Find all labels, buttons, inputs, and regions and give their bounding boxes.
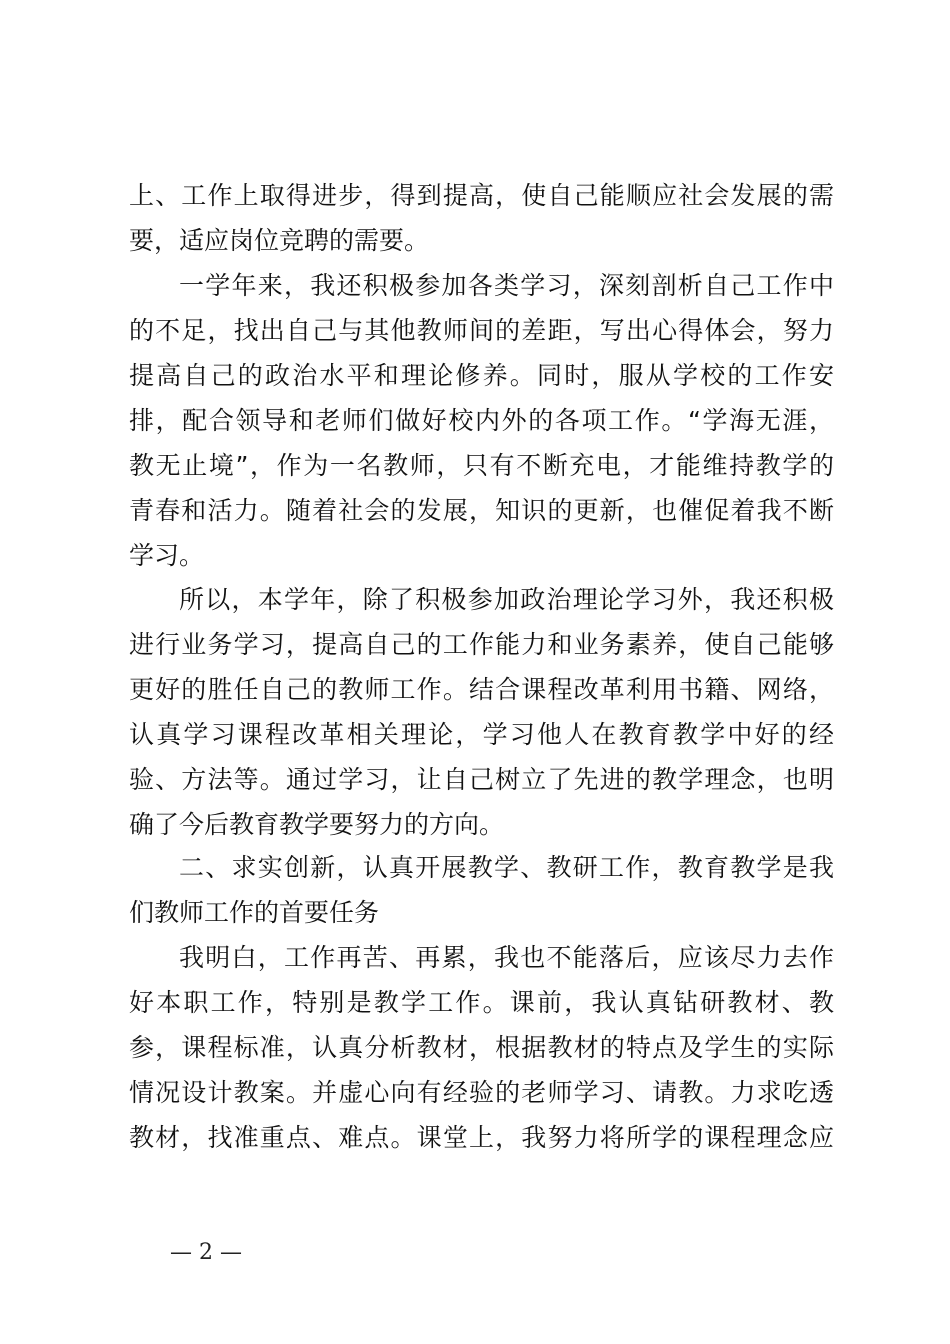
section-heading-line: 二、求实创新，认真开展教学、教研工作，教育教学是我	[179, 853, 834, 882]
body-text-line: 认真学习课程改革相关理论，学习他人在教育教学中好的经	[129, 720, 834, 749]
body-text-line: 所以，本学年，除了积极参加政治理论学习外，我还积极	[179, 585, 834, 614]
body-text-line: 好本职工作，特别是教学工作。课前，我认真钻研教材、教	[129, 988, 834, 1017]
body-text-line: 学习。	[129, 541, 205, 570]
body-text-line: 情况设计教案。并虚心向有经验的老师学习、请教。力求吃透	[129, 1078, 834, 1107]
body-text-line: 一学年来，我还积极参加各类学习，深刻剖析自己工作中	[179, 271, 834, 300]
body-text-line: 更好的胜任自己的教师工作。结合课程改革利用书籍、网络，	[129, 675, 834, 704]
body-text-line: 的不足，找出自己与其他教师间的差距，写出心得体会，努力	[129, 316, 834, 345]
section-heading-line: 们教师工作的首要任务	[129, 898, 380, 927]
body-text-line: 排，配合领导和老师们做好校内外的各项工作。“学海无涯，	[129, 406, 834, 435]
body-text-line: 进行业务学习，提高自己的工作能力和业务素养，使自己能够	[129, 630, 834, 659]
body-text-line: 验、方法等。通过学习，让自己树立了先进的教学理念，也明	[129, 765, 834, 794]
body-text-line: 参，课程标准，认真分析教材，根据教材的特点及学生的实际	[129, 1033, 834, 1062]
body-text-line: 确了今后教育教学要努力的方向。	[129, 810, 505, 839]
body-text-line: 我明白，工作再苦、再累，我也不能落后，应该尽力去作	[179, 943, 834, 972]
body-text-line: 上、工作上取得进步，得到提高，使自己能顺应社会发展的需	[129, 181, 834, 210]
body-text-line: 提高自己的政治水平和理论修养。同时，服从学校的工作安	[129, 361, 834, 390]
body-text-line: 青春和活力。随着社会的发展，知识的更新，也催促着我不断	[129, 496, 834, 525]
body-text-line: 教无止境”，作为一名教师，只有不断充电，才能维持教学的	[129, 451, 834, 480]
page-number: — 2 —	[170, 1240, 242, 1265]
body-text-line: 教材，找准重点、难点。课堂上，我努力将所学的课程理念应	[129, 1123, 834, 1152]
body-text-line: 要，适应岗位竞聘的需要。	[129, 226, 430, 255]
